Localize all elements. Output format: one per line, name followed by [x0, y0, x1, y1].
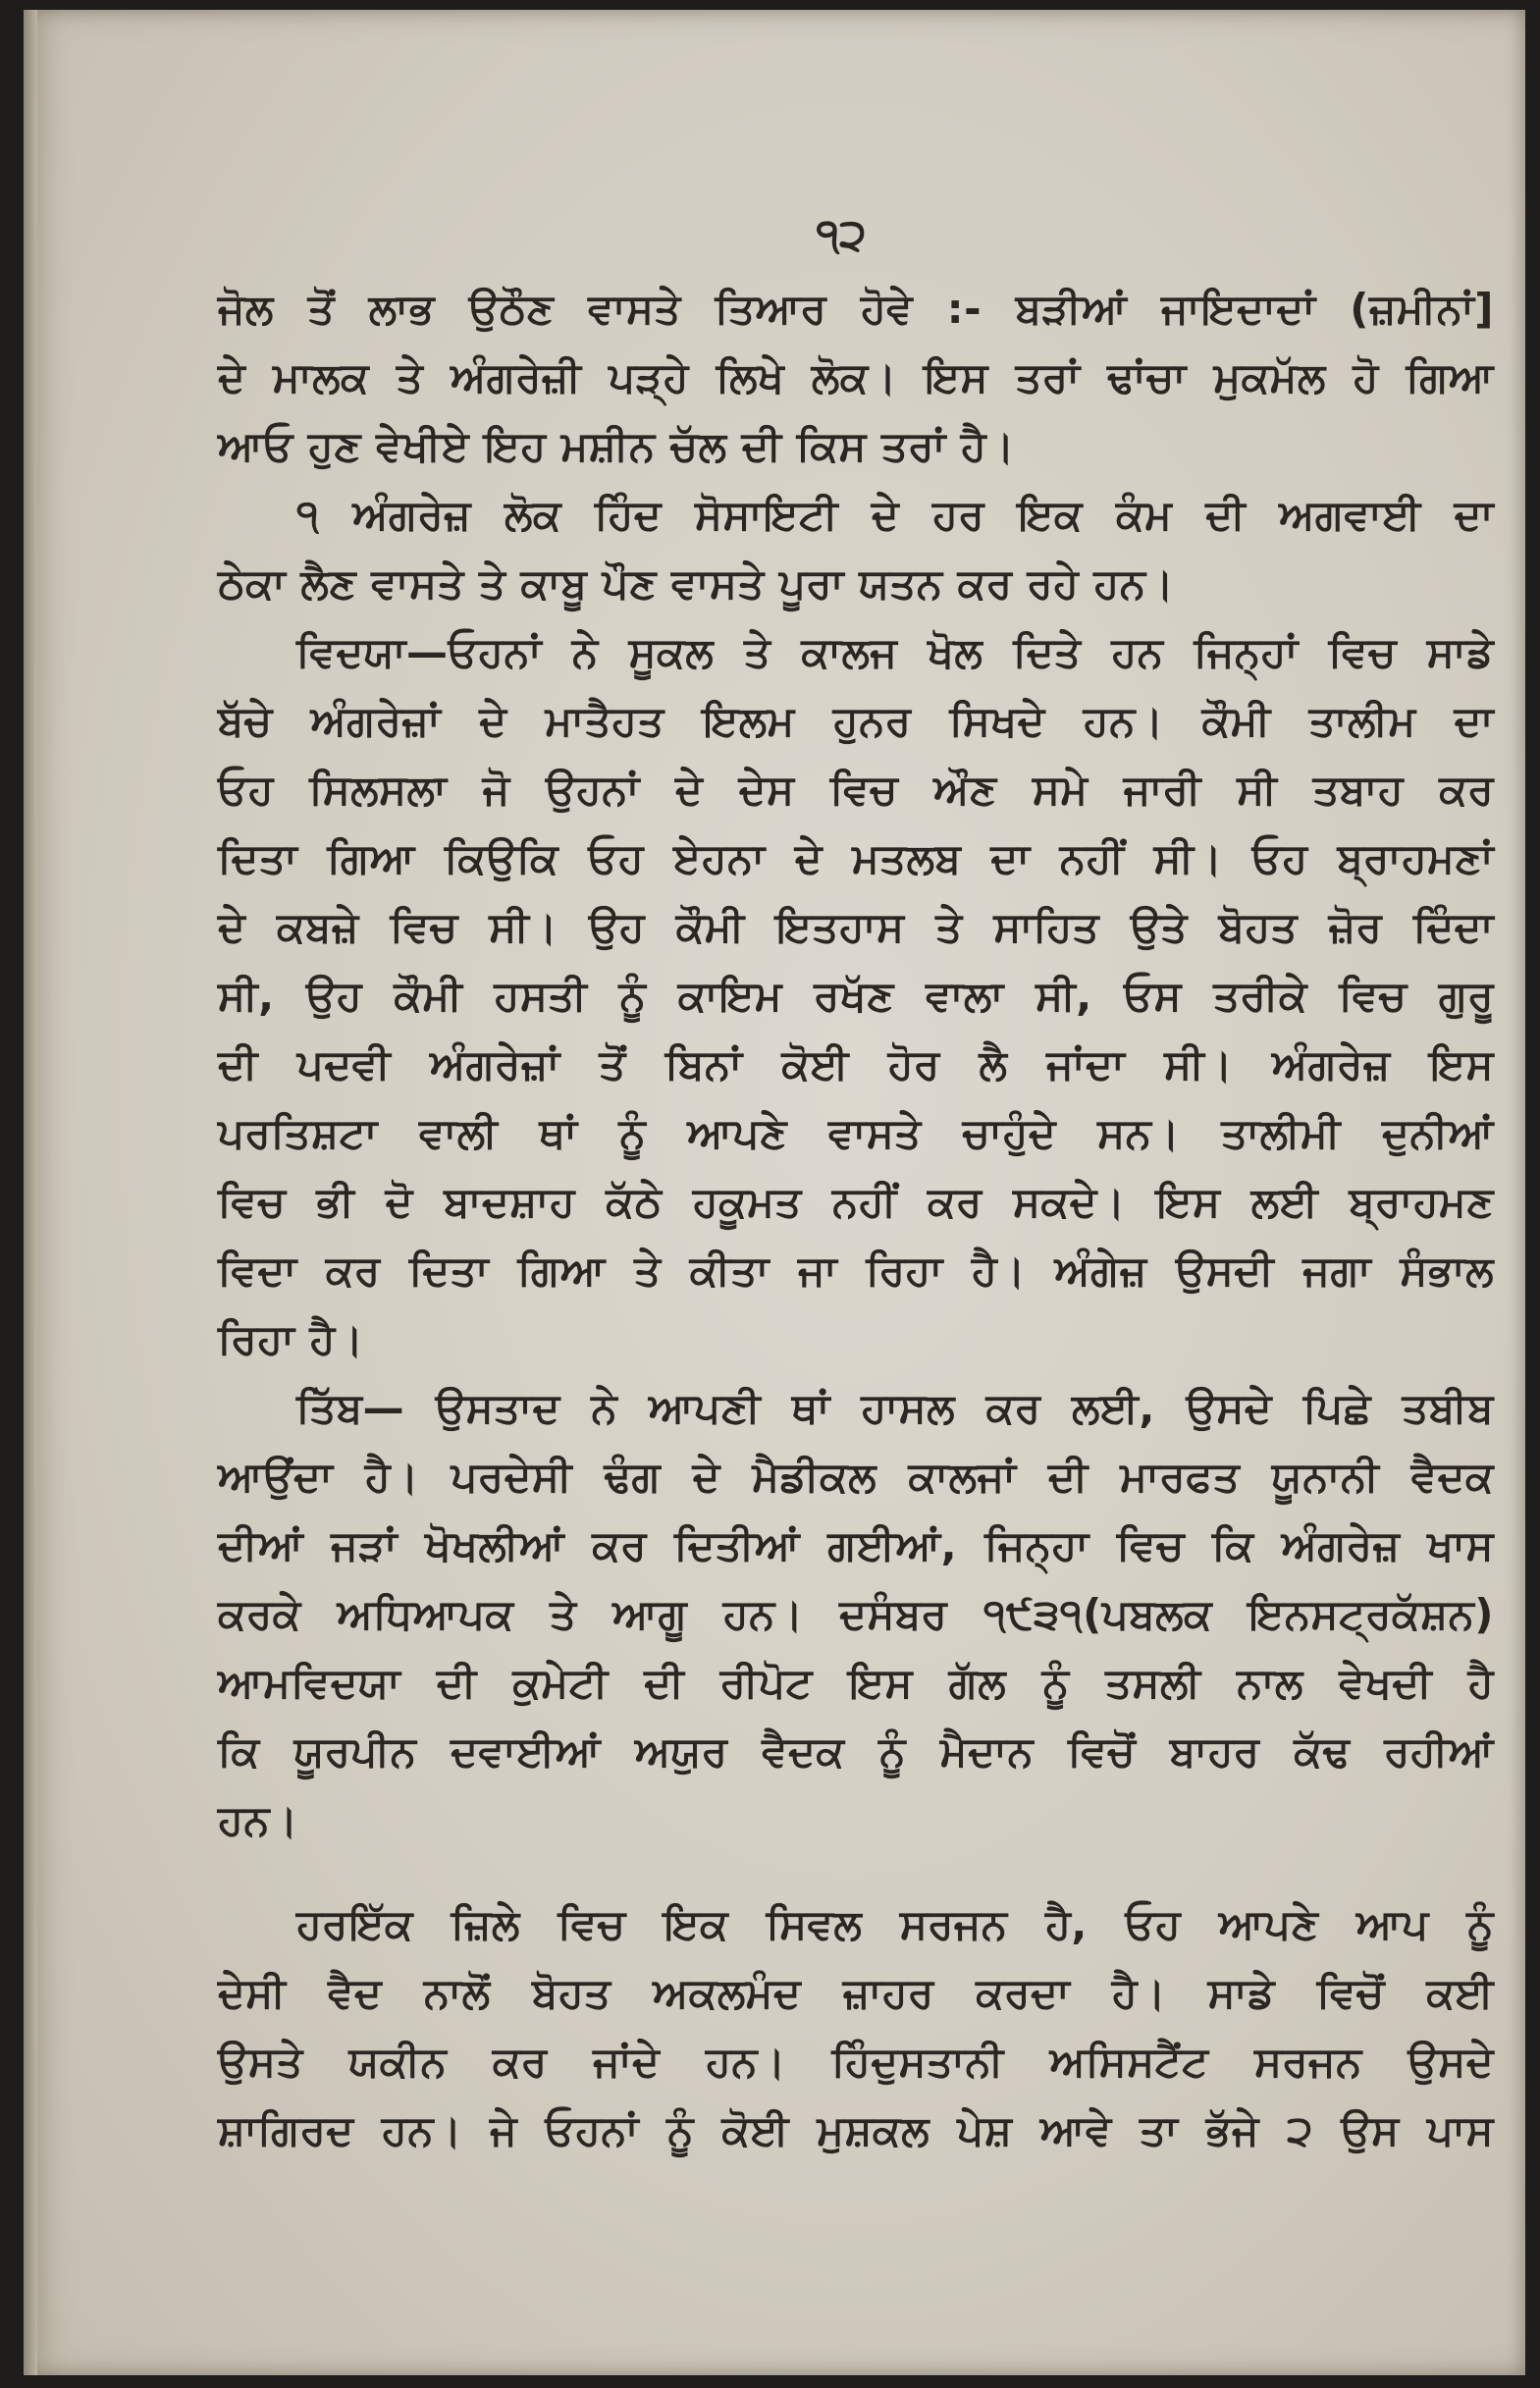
text-line: ਦੀਆਂ ਜੜਾਂ ਖੋਖਲੀਆਂ ਕਰ ਦਿਤੀਆਂ ਗਈਆਂ, ਜਿਨ੍ਹਾ ਵਿਚ ਕਿ ਅੰਗਰੇਜ਼ ਖਾਸ [218, 1521, 1494, 1569]
text-line: ਕਿ ਯੂਰਪੀਨ ਦਵਾਈਆਂ ਅਯੁਰ ਵੈਦਕ ਨੂੰ ਮੈਦਾਨ ਵਿਚੋਂ ਬਾਹਰ ਕੱਢ ਰਹੀਆਂ [218, 1727, 1494, 1776]
text-line: ਤਿੱਬ— ਉਸਤਾਦ ਨੇ ਆਪਣੀ ਥਾਂ ਹਾਸਲ ਕਰ ਲਈ, ਉਸਦੇ ਪਿਛੇ ਤਬੀਬ [296, 1384, 1494, 1432]
text-line: ਉਸਤੇ ਯਕੀਨ ਕਰ ਜਾਂਦੇ ਹਨ। ਹਿੰਦੁਸਤਾਨੀ ਅਸਿਸਟੈਂਟ ਸਰਜਨ ਉਸਦੇ [218, 2038, 1494, 2086]
text-line: ਆਉਂਦਾ ਹੈ। ਪਰਦੇਸੀ ਢੰਗ ਦੇ ਮੈਡੀਕਲ ਕਾਲਜਾਂ ਦੀ ਮਾਰਫਤ ਯੂਨਾਨੀ ਵੈਦਕ [218, 1453, 1494, 1501]
text-line: ਦੇਸੀ ਵੈਦ ਨਾਲੋਂ ਬੋਹਤ ਅਕਲਮੰਦ ਜ਼ਾਹਰ ਕਰਦਾ ਹੈ। ਸਾਡੇ ਵਿਚੋਂ ਕਈ [218, 1969, 1494, 2017]
text-line: ਦਿਤਾ ਗਿਆ ਕਿਉਕਿ ਓਹ ਏਹਨਾ ਦੇ ਮਤਲਬ ਦਾ ਨਹੀਂ ਸੀ। ਓਹ ਬ੍ਰਾਹਮਣਾਂ [218, 834, 1494, 882]
page-stack-edge [24, 10, 37, 2375]
page-number: ੧੨ [816, 210, 867, 260]
page-content [218, 196, 1494, 2165]
text-line: ਬੱਚੇ ਅੰਗਰੇਜ਼ਾਂ ਦੇ ਮਾਤੈਹਤ ਇਲਮ ਹੁਨਰ ਸਿਖਦੇ ਹਨ। ਕੌਮੀ ਤਾਲੀਮ ਦਾ [218, 697, 1494, 745]
text-line: ਵਿਦਯਾ—ਓਹਨਾਂ ਨੇ ਸੂਕਲ ਤੇ ਕਾਲਜ ਖੋਲ ਦਿਤੇ ਹਨ ਜਿਨ੍ਹਾਂ ਵਿਚ ਸਾਡੇ [296, 628, 1494, 676]
text-line: ਪਰਤਿਸ਼ਟਾ ਵਾਲੀ ਥਾਂ ਨੂੰ ਆਪਣੇ ਵਾਸਤੇ ਚਾਹੁੰਦੇ ਸਨ। ਤਾਲੀਮੀ ਦੁਨੀਆਂ [218, 1109, 1494, 1157]
text-line: ਸ਼ਾਗਿਰਦ ਹਨ। ਜੇ ਓਹਨਾਂ ਨੂੰ ਕੋਈ ਮੁਸ਼ਕਲ ਪੇਸ਼ ਆਵੇ ਤਾ ਭੱਜੇ ੨ ਉਸ ਪਾਸ [218, 2106, 1494, 2154]
text-line: ੧ ਅੰਗਰੇਜ਼ ਲੋਕ ਹਿੰਦ ਸੋਸਾਇਟੀ ਦੇ ਹਰ ਇਕ ਕੰਮ ਦੀ ਅਗਵਾਈ ਦਾ [296, 491, 1494, 539]
text-line: ਠੇਕਾ ਲੈਣ ਵਾਸਤੇ ਤੇ ਕਾਬੂ ਪੌਣ ਵਾਸਤੇ ਪੂਰਾ ਯਤਨ ਕਰ ਰਹੇ ਹਨ। [218, 559, 1175, 608]
text-line: ਆਮਵਿਦਯਾ ਦੀ ਕੁਮੇਟੀ ਦੀ ਰੀਪੋਟ ਇਸ ਗੱਲ ਨੂੰ ਤਸਲੀ ਨਾਲ ਵੇਖਦੀ ਹੈ [218, 1659, 1494, 1707]
text-line: ਦੀ ਪਦਵੀ ਅੰਗਰੇਜ਼ਾਂ ਤੋਂ ਬਿਨਾਂ ਕੋਈ ਹੋਰ ਲੈ ਜਾਂਦਾ ਸੀ। ਅੰਗਰੇਜ਼ ਇਸ [218, 1040, 1494, 1088]
text-line: ਦੇ ਮਾਲਕ ਤੇ ਅੰਗਰੇਜ਼ੀ ਪੜ੍ਹੇ ਲਿਖੇ ਲੋਕ। ਇਸ ਤਰਾਂ ਢਾਂਚਾ ਮੁਕਮੱਲ ਹੋ ਗਿਆ [218, 353, 1494, 401]
text-line: ਓਹ ਸਿਲਸਲਾ ਜੋ ਉਹਨਾਂ ਦੇ ਦੇਸ ਵਿਚ ਔਣ ਸਮੇ ਜਾਰੀ ਸੀ ਤਬਾਹ ਕਰ [218, 766, 1494, 814]
text-line: ਜੋਲ ਤੋਂ ਲਾਭ ਉਠੌਣ ਵਾਸਤੇ ਤਿਆਰ ਹੋਵੇ :- ਬੜੀਆਂ ਜਾਇਦਾਦਾਂ (ਜ਼ਮੀਨਾਂ] [218, 285, 1494, 333]
text-line: ਸੀ, ਉਹ ਕੌਮੀ ਹਸਤੀ ਨੂੰ ਕਾਇਮ ਰਖੱਣ ਵਾਲਾ ਸੀ, ਓਸ ਤਰੀਕੇ ਵਿਚ ਗੁਰੂ [218, 972, 1494, 1020]
text-line: ਦੇ ਕਬਜ਼ੇ ਵਿਚ ਸੀ। ਉਹ ਕੌਮੀ ਇਤਹਾਸ ਤੇ ਸਾਹਿਤ ਉਤੇ ਬੋਹਤ ਜ਼ੋਰ ਦਿੰਦਾ [218, 903, 1494, 951]
text-line: ਕਰਕੇ ਅਧਿਆਪਕ ਤੇ ਆਗੂ ਹਨ। ਦਸੰਬਰ ੧੯੩੧(ਪਬਲਕ ਇਨਸਟ੍ਰਕੱਸ਼ਨ) [218, 1590, 1494, 1638]
text-line: ਹਨ। [218, 1796, 298, 1844]
text-line: ਵਿਦਾ ਕਰ ਦਿਤਾ ਗਿਆ ਤੇ ਕੀਤਾ ਜਾ ਰਿਹਾ ਹੈ। ਅੰਗੇਜ਼ ਉਸਦੀ ਜਗਾ ਸੰਭਾਲ [218, 1247, 1494, 1295]
text-line: ਹਰਇੱਕ ਜ਼ਿਲੇ ਵਿਚ ਇਕ ਸਿਵਲ ਸਰਜਨ ਹੈ, ਓਹ ਆਪਣੇ ਆਪ ਨੂੰ [296, 1900, 1494, 1948]
text-line: ਰਿਹਾ ਹੈ। [218, 1315, 364, 1363]
text-line: ਵਿਚ ਭੀ ਦੋ ਬਾਦਸ਼ਾਹ ਕੱਠੇ ਹਕੂਮਤ ਨਹੀਂ ਕਰ ਸਕਦੇ। ਇਸ ਲਈ ਬ੍ਰਾਹਮਣ [218, 1178, 1494, 1226]
text-line: ਆਓ ਹੁਣ ਵੇਖੀਏ ਇਹ ਮਸ਼ੀਨ ਚੱਲ ਦੀ ਕਿਸ ਤਰਾਂ ਹੈ। [218, 422, 1015, 470]
